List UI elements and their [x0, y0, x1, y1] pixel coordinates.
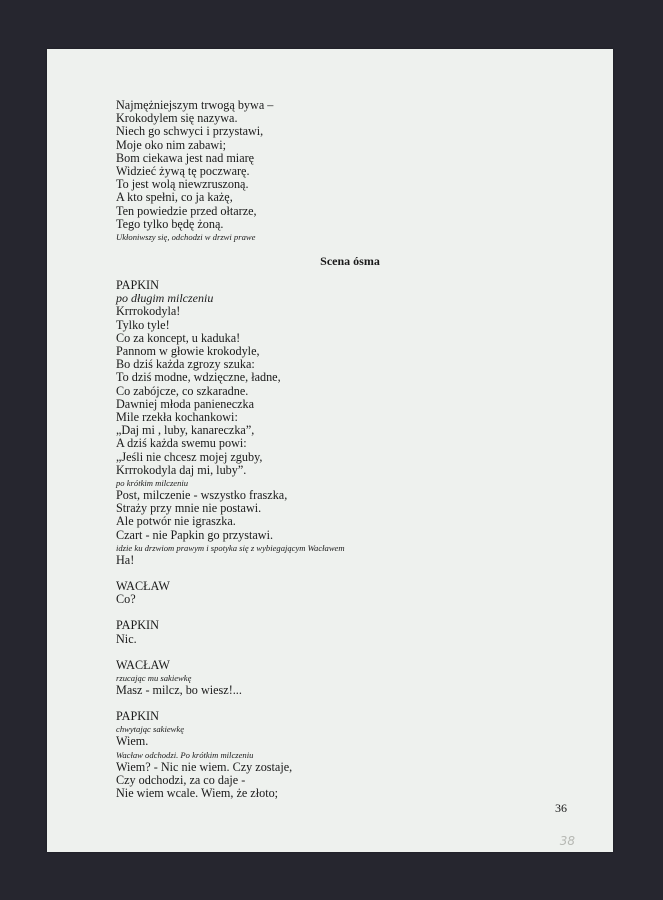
speaker-direction: po długim milczeniu [116, 291, 214, 306]
verse-line: To jest wolą niewzruszoną. [116, 177, 249, 192]
verse-block-top [116, 99, 586, 243]
verse-line: Krokodylem się nazywa. [116, 111, 238, 126]
verse-line: Co? [116, 592, 136, 607]
verse-line: Co zabójcze, co szkaradne. [116, 383, 249, 398]
verse-line: Najmężniejszym trwogą bywa – [116, 98, 274, 112]
verse-line: Niech go schwyci i przystawi, [116, 124, 264, 139]
verse-line: Pannom w głowie krokodyle, [116, 344, 260, 359]
verse-line: Krrrokodyla! [116, 304, 181, 319]
speaker-name: PAPKIN [116, 618, 159, 633]
scene-heading: Scena ósma [320, 254, 380, 268]
verse-line: Widzieć żywą tę poczwarę. [116, 164, 250, 179]
verse-line: „Jeśli nie chcesz mojej zguby, [116, 449, 263, 464]
verse-line: Wiem. [116, 734, 149, 749]
verse-line: Czy odchodzi, za co daje - [116, 772, 246, 787]
verse-line: Ha! [116, 552, 135, 567]
verse-line: Tego tylko będę żoną. [116, 216, 224, 231]
stage-direction: po krótkim milczeniu [116, 478, 189, 489]
speaker-direction: chwytając sakiewkę [116, 724, 185, 735]
spacer [116, 697, 586, 710]
speaker-direction: rzucając mu sakiewkę [116, 673, 192, 684]
document-page [47, 49, 613, 852]
verse-line: Ten powiedzie przed ołtarze, [116, 203, 257, 218]
verse-line: Mile rzekła kochankowi: [116, 410, 238, 425]
verse-line: Czart - nie Papkin go przystawi. [116, 527, 274, 542]
verse-line: Wiem? - Nic nie wiem. Czy zostaje, [116, 759, 293, 774]
spacer [116, 606, 586, 619]
verse-line: Masz - milcz, bo wiesz!... [116, 683, 242, 698]
verse-line: Moje oko nim zabawi; [116, 137, 227, 152]
verse-line: Ale potwór nie igraszka. [116, 514, 236, 529]
speaker-name: WACŁAW [116, 579, 170, 594]
verse-line: Straży przy mnie nie postawi. [116, 501, 262, 516]
speaker-name: PAPKIN [116, 278, 159, 292]
speaker-name: PAPKIN [116, 709, 159, 724]
pencil-page-number: 38 [559, 834, 575, 848]
page-number: 36 [555, 801, 567, 815]
spacer [116, 567, 586, 580]
verse-line: Tylko tyle! [116, 317, 170, 332]
verse-line: Nie wiem wcale. Wiem, że złoto; [116, 786, 279, 801]
verse-line: Bo dziś każda zgrozy szuka: [116, 357, 255, 372]
stage-direction: idzie ku drzwiom prawym i spotyka się z wybiegającym Wacławem [116, 542, 345, 553]
verse-line: A kto spełni, co ja każę, [116, 190, 233, 205]
spacer [116, 646, 586, 659]
stage-direction: Wacław odchodzi. Po krótkim milczeniu [116, 749, 254, 760]
verse-line: „Daj mi , luby, kanareczka”, [116, 423, 255, 438]
verse-line: Bom ciekawa jest nad miarę [116, 150, 255, 165]
verse-block-main [116, 279, 586, 800]
stage-direction: Ukłoniwszy się, odchodzi w drzwi prawe [116, 232, 256, 243]
verse-line: Nic. [116, 631, 137, 646]
verse-line: Co za koncept, u kaduka! [116, 330, 241, 345]
verse-line: A dziś każda swemu powi: [116, 436, 247, 451]
verse-line: Dawniej młoda panieneczka [116, 396, 255, 411]
verse-line: Post, milczenie - wszystko fraszka, [116, 488, 288, 503]
speaker-name: WACŁAW [116, 657, 170, 672]
verse-line: Krrrokodyla daj mi, luby”. [116, 462, 247, 477]
verse-line: To dziś modne, wdzięczne, ładne, [116, 370, 281, 385]
